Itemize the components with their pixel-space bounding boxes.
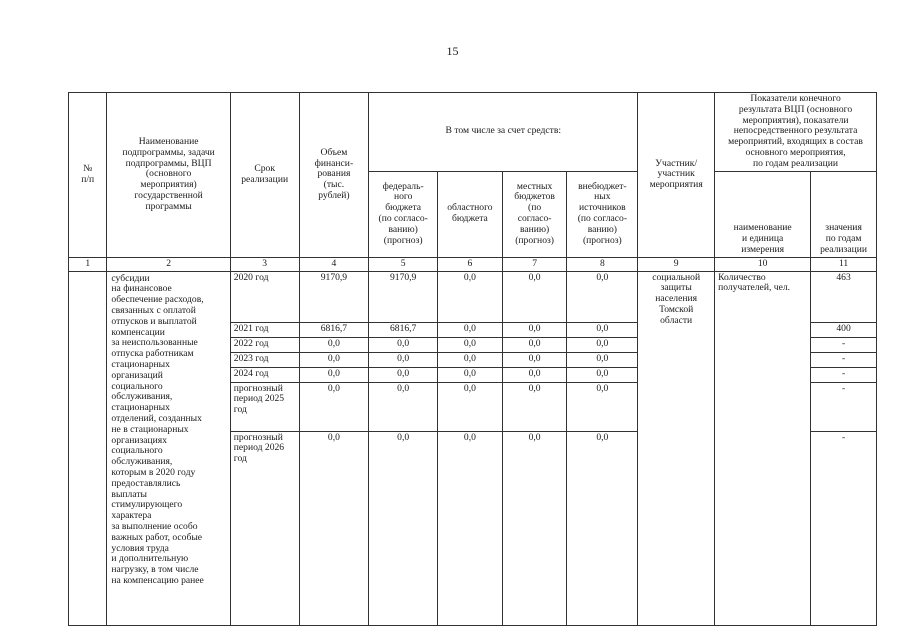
indicator-value-cell: 400 [811, 322, 877, 337]
extra-cell: 0,0 [567, 367, 638, 382]
header-name: Наименование подпрограммы, задачи подпрограммы, ВЦП (основного мероприятия) государственной программы [107, 93, 230, 258]
period-cell: прогнозный период 2026 год [230, 431, 299, 467]
header-period: Срок реализации [230, 93, 299, 258]
extra-cell: 0,0 [567, 382, 638, 431]
empty-cell [230, 467, 299, 625]
col-num-7: 7 [502, 257, 567, 271]
empty-cell [502, 467, 567, 625]
local-cell: 0,0 [502, 367, 567, 382]
extra-cell: 0,0 [567, 352, 638, 367]
period-cell: прогнозный период 2025 год [230, 382, 299, 431]
local-cell: 0,0 [502, 431, 567, 467]
row-number-cell [69, 271, 107, 625]
header-regional: областного бюджета [438, 171, 503, 257]
indicator-value-cell: - [811, 431, 877, 467]
header-federal: федераль- ного бюджета (по согласо- ванию) (прогноз) [369, 171, 438, 257]
indicator-value-cell: - [811, 337, 877, 352]
federal-cell: 0,0 [369, 367, 438, 382]
federal-cell: 0,0 [369, 337, 438, 352]
extra-cell: 0,0 [567, 431, 638, 467]
indicator-value-cell: - [811, 367, 877, 382]
total-cell: 0,0 [299, 382, 369, 431]
empty-cell [369, 467, 438, 625]
empty-cell [811, 467, 877, 625]
col-num-6: 6 [438, 257, 503, 271]
local-cell: 0,0 [502, 352, 567, 367]
federal-cell: 6816,7 [369, 322, 438, 337]
participant-cell: социальной защиты населения Томской области [638, 271, 715, 625]
col-num-2: 2 [107, 257, 230, 271]
period-cell: 2020 год [230, 271, 299, 322]
measure-description: субсидии на финансовое обеспечение расходов, связанных с оплатой отпусков и выплатой компенсации за неиспользованные отпуска работникам стационарных организаций социального обслуживания, стационарных отделений, созданных не в стационарных организациях социального обслуживания, которым в 2020 году предоставлялись выплаты стимулирующего характера за выполнение особо важных работ, особые условия труда и дополнительную нагрузку, в том числе на компенсацию ранее [107, 271, 230, 625]
header-indicator-name: наименование и единица измерения [715, 171, 811, 257]
empty-cell [299, 467, 369, 625]
extra-cell: 0,0 [567, 271, 638, 322]
local-cell: 0,0 [502, 322, 567, 337]
period-cell: 2022 год [230, 337, 299, 352]
indicator-value-cell: - [811, 352, 877, 367]
header-row-1 [69, 93, 877, 172]
regional-cell: 0,0 [438, 367, 503, 382]
col-num-5: 5 [369, 257, 438, 271]
period-cell: 2023 год [230, 352, 299, 367]
local-cell: 0,0 [502, 337, 567, 352]
empty-cell [438, 467, 503, 625]
table-row [69, 271, 877, 322]
period-cell: 2024 год [230, 367, 299, 382]
header-indicator-values: значения по годам реализации [811, 171, 877, 257]
total-cell: 0,0 [299, 367, 369, 382]
regional-cell: 0,0 [438, 382, 503, 431]
regional-cell: 0,0 [438, 322, 503, 337]
extra-cell: 0,0 [567, 322, 638, 337]
empty-cell [567, 467, 638, 625]
local-cell: 0,0 [502, 271, 567, 322]
regional-cell: 0,0 [438, 352, 503, 367]
local-cell: 0,0 [502, 382, 567, 431]
header-sources-group: В том числе за счет средств: [369, 93, 638, 172]
header-number: № п/п [69, 93, 107, 258]
page-number: 15 [446, 44, 459, 58]
total-cell: 9170,9 [299, 271, 369, 322]
federal-cell: 0,0 [369, 382, 438, 431]
col-num-9: 9 [638, 257, 715, 271]
col-num-4: 4 [299, 257, 369, 271]
col-num-3: 3 [230, 257, 299, 271]
total-cell: 0,0 [299, 352, 369, 367]
column-numbers-row [69, 257, 877, 271]
federal-cell: 0,0 [369, 352, 438, 367]
col-num-11: 11 [811, 257, 877, 271]
regional-cell: 0,0 [438, 337, 503, 352]
header-participant: Участник/ участник мероприятия [638, 93, 715, 258]
header-results-group: Показатели конечного результата ВЦП (основного мероприятия), показатели непосредственного результата мероприятий, входящих в состав основного мероприятия, по годам реализации [715, 93, 877, 172]
federal-cell: 0,0 [369, 431, 438, 467]
indicator-name-cell: Количество получателей, чел. [715, 271, 811, 625]
header-local: местных бюджетов (по согласо- ванию) (прогноз) [502, 171, 567, 257]
col-num-8: 8 [567, 257, 638, 271]
financing-table [68, 92, 877, 626]
total-cell: 0,0 [299, 337, 369, 352]
indicator-value-cell: - [811, 382, 877, 431]
col-num-1: 1 [69, 257, 107, 271]
period-cell: 2021 год [230, 322, 299, 337]
header-extra-budget: внебюджет- ных источников (по согласо- ванию) (прогноз) [567, 171, 638, 257]
regional-cell: 0,0 [438, 271, 503, 322]
federal-cell: 9170,9 [369, 271, 438, 322]
total-cell: 0,0 [299, 431, 369, 467]
regional-cell: 0,0 [438, 431, 503, 467]
total-cell: 6816,7 [299, 322, 369, 337]
indicator-value-cell: 463 [811, 271, 877, 322]
col-num-10: 10 [715, 257, 811, 271]
header-total-funding: Объем финанси- рования (тыс. рублей) [299, 93, 369, 258]
extra-cell: 0,0 [567, 337, 638, 352]
